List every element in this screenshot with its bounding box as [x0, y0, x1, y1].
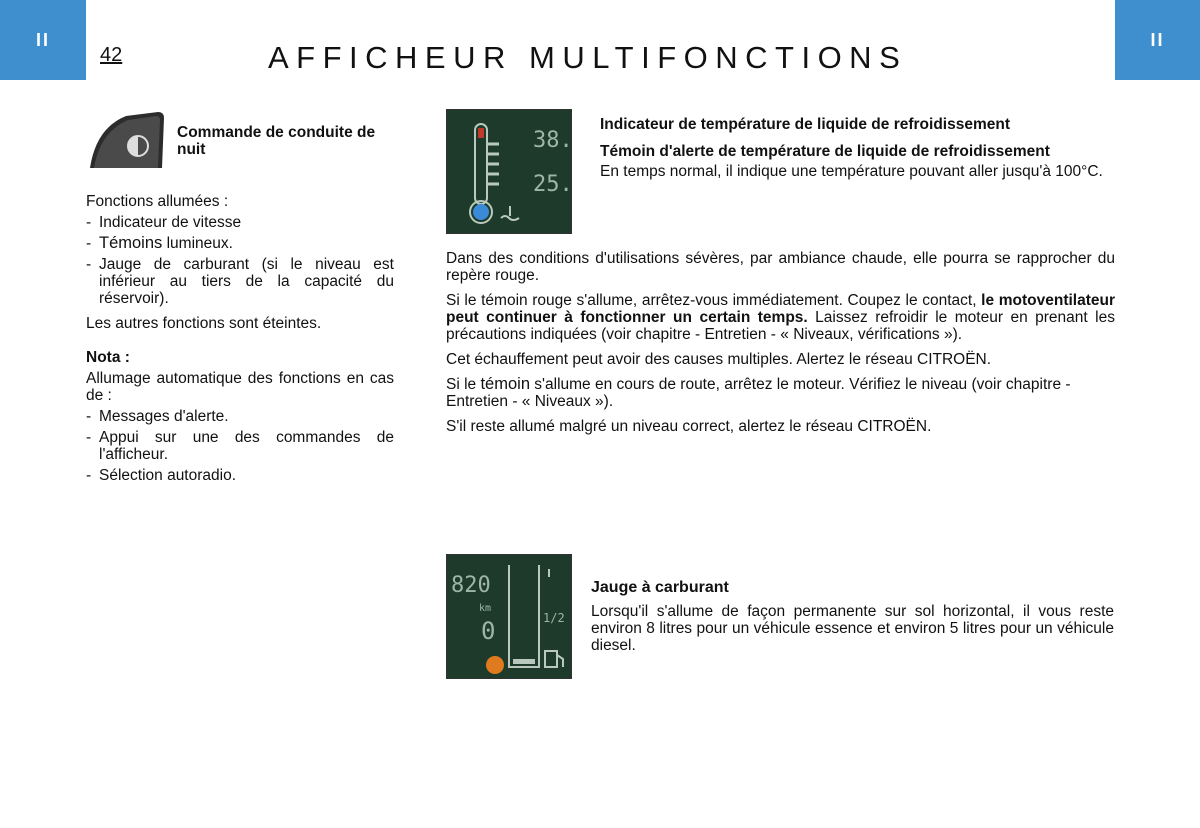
night-drive-heading: Commande de conduite de nuit: [177, 124, 376, 158]
coolant-warning-heading: Témoin d'alerte de température de liquide de refroidissement: [600, 143, 1050, 160]
red-warning-paragraph: [446, 292, 1115, 343]
warning-on-road-paragraph: [446, 376, 1128, 410]
coolant-icon: [499, 204, 521, 222]
case-alert-messages: Messages d'alerte.: [99, 408, 229, 425]
warning-on-road-end: s'allume en cours de route, arrêtez le moteur. Vérifiez le niveau (voir chapitre - Entretien - « Niveaux »).: [446, 376, 1071, 410]
night-drive-button-icon: [86, 110, 166, 170]
page-title: AFFICHEUR MULTIFONCTIONS: [268, 40, 908, 75]
overheating-paragraph: Cet échauffement peut avoir des causes multiples. Alertez le réseau CITROËN.: [446, 351, 992, 368]
still-on-paragraph: S'il reste allumé malgré un niveau correct, alertez le réseau CITROËN.: [446, 418, 932, 435]
coolant-indicator-heading: Indicateur de température de liquide de refroidissement: [600, 116, 1010, 133]
list-item: - Indicateur de vitesse: [86, 214, 394, 231]
fan-warning-bold: le motoventilateur peut continuer à fonctionner un certain temps.: [446, 292, 1115, 326]
fuel-warning-icon: [486, 656, 504, 674]
nota-label: Nota :: [86, 349, 130, 366]
fuel-gauge-graphic: [447, 555, 573, 680]
fuel-half-label: 1/2: [543, 611, 565, 625]
warning-on-road-word: témoin: [480, 375, 530, 393]
chapter-tab-right: II: [1115, 0, 1200, 80]
fuel-gauge-item: Jauge de carburant (si le niveau est inférieur au tiers de la capacité du réservoir).: [99, 256, 394, 307]
fuel-gauge-heading: Jauge à carburant: [591, 579, 729, 596]
auto-on-text: Allumage automatique des fonctions en cas de :: [86, 370, 394, 404]
night-drive-button-image: [86, 110, 166, 170]
fuel-zero-reading: 0: [481, 617, 496, 645]
fuel-gauge-text: Lorsqu'il s'allume de façon permanente sur sol horizontal, il vous reste environ 8 litres pour un véhicule essence et environ 5 litres pour un véhicule diesel.: [591, 603, 1114, 654]
list-item: - Témoins lumineux.: [86, 234, 233, 252]
normal-temperature-text: En temps normal, il indique une température pouvant aller jusqu'à 100°C.: [600, 163, 1103, 180]
temperature-display-figure: [446, 109, 572, 234]
fuel-display-figure: [446, 554, 572, 679]
functions-on-label: Fonctions allumées :: [86, 193, 229, 210]
red-warning-end: Laissez refroidir le moteur en prenant les précautions indiquées (voir chapitre - Entretien - « Niveaux, vérifications »).: [446, 309, 1115, 343]
fuel-range-unit: km: [479, 603, 492, 614]
list-item: - Messages d'alerte.: [86, 408, 394, 425]
warning-lights-bold: Témoins: [99, 234, 163, 252]
chapter-tab-left: II: [0, 0, 86, 80]
page-number: 42: [100, 44, 123, 66]
list-item: - Appui sur une des commandes de l'afficheur.: [86, 429, 394, 463]
severe-conditions-paragraph: Dans des conditions d'utilisations sévères, par ambiance chaude, elle pourra se rapprocher du repère rouge.: [446, 250, 1115, 284]
speed-indicator-item: Indicateur de vitesse: [99, 214, 242, 231]
fuel-range-reading: 820: [451, 573, 491, 598]
lcd-reading-bottom: 25.: [533, 172, 573, 197]
lcd-reading-top: 38.: [533, 128, 573, 153]
warning-on-road-start: Si le: [446, 376, 481, 393]
fuel-pump-icon: [545, 651, 563, 667]
warning-lights-rest: lumineux.: [162, 235, 233, 252]
list-item: - Sélection autoradio.: [86, 467, 394, 484]
red-warning-start: Si le témoin rouge s'allume, arrêtez-vous immédiatement. Coupez le contact,: [446, 292, 982, 309]
others-off-text: Les autres fonctions sont éteintes.: [86, 315, 322, 332]
case-radio-selection: Sélection autoradio.: [99, 467, 237, 484]
case-display-command: Appui sur une des commandes de l'afficheur.: [99, 429, 394, 463]
list-item: - Jauge de carburant (si le niveau est inférieur au tiers de la capacité du réservoir).: [86, 256, 394, 307]
